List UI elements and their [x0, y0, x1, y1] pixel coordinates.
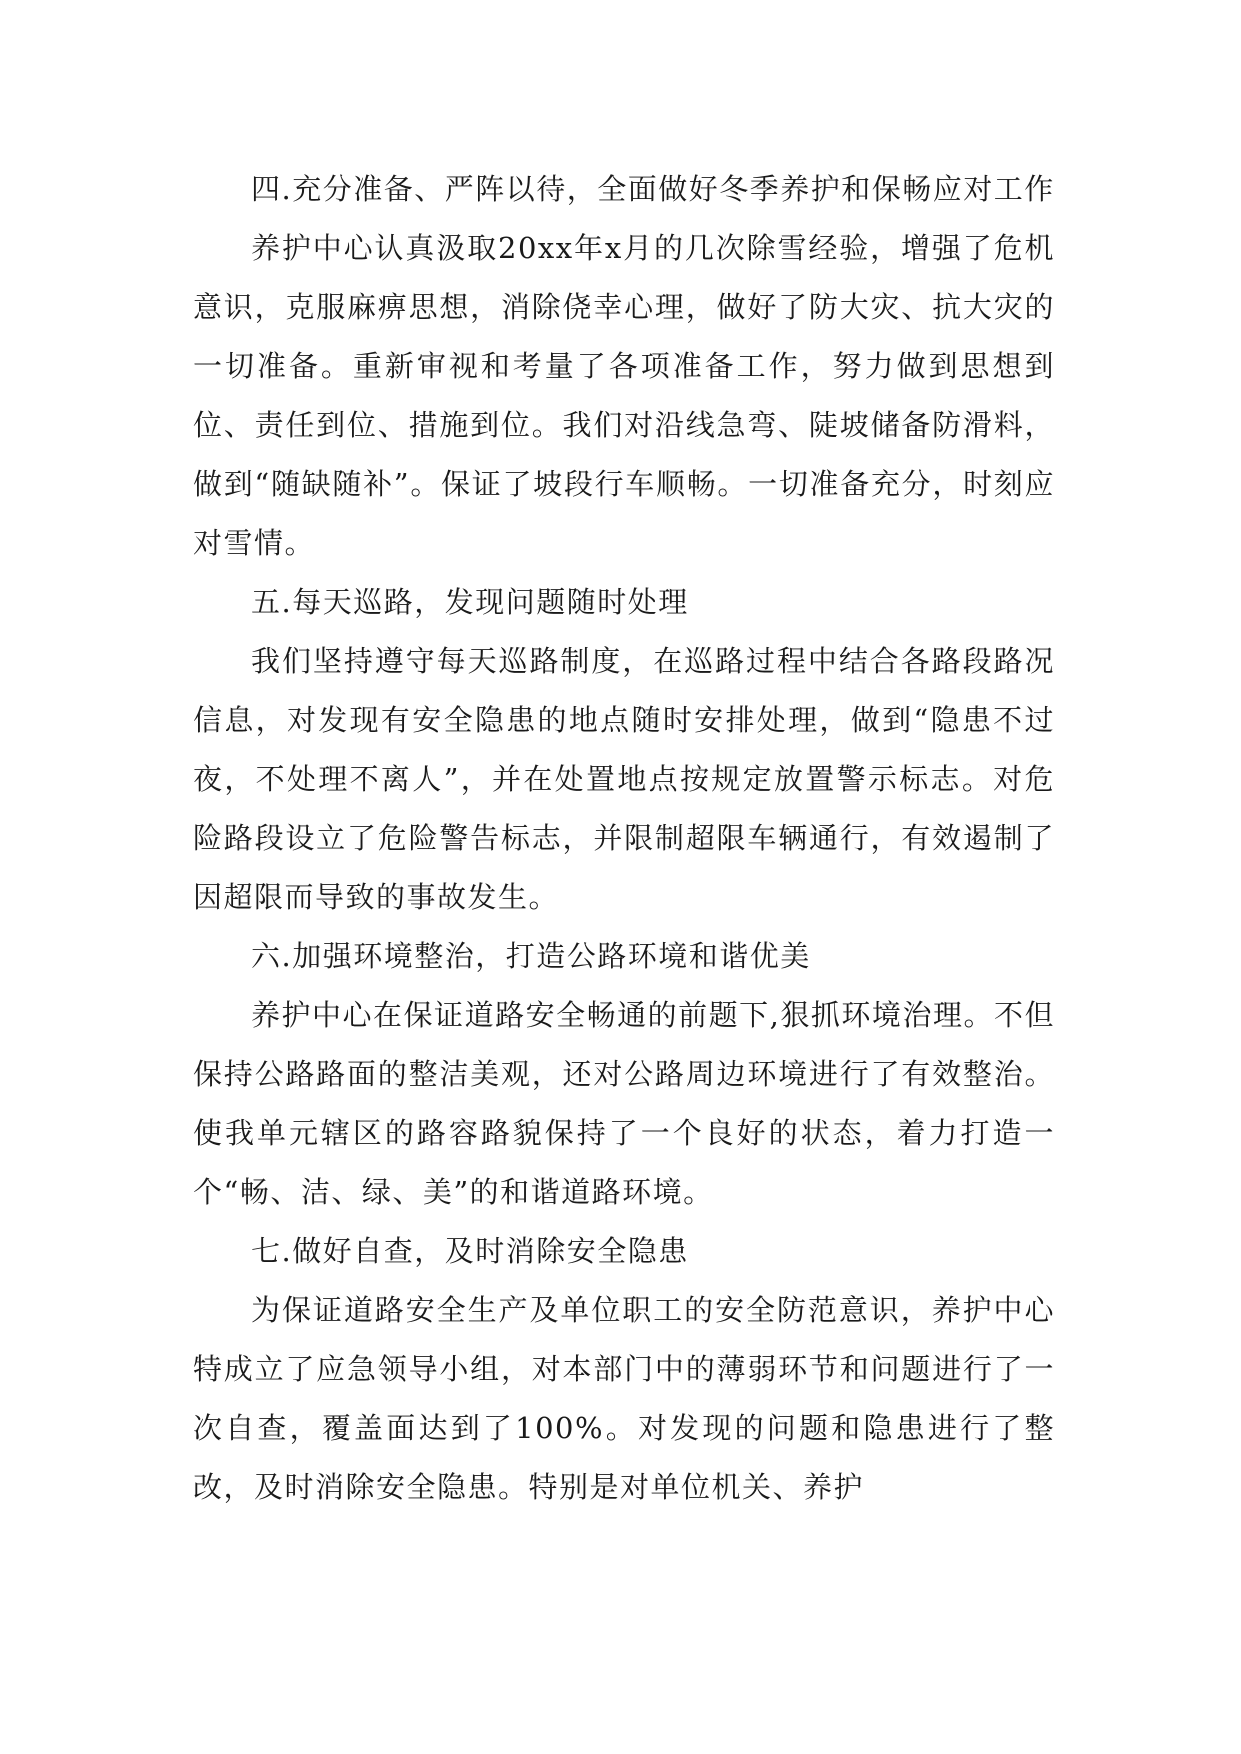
body-paragraph: 我们坚持遵守每天巡路制度，在巡路过程中结合各路段路况信息，对发现有安全隐患的地点随时安排处理，做到“隐患不过夜，不处理不离人”，并在处置地点按规定放置警示标志。对危险路段设立了危险警告标志，并限制超限车辆通行，有效遏制了因超限而导致的事故发生。 — [193, 644, 1055, 914]
section-heading-4: 四.充分准备、严阵以待，全面做好冬季养护和保畅应对工作 — [251, 172, 1055, 206]
section-heading-5: 五.每天巡路，发现问题随时处理 — [251, 585, 689, 619]
body-paragraph: 为保证道路安全生产及单位职工的安全防范意识，养护中心特成立了应急领导小组，对本部门中的薄弱环节和问题进行了一次自查，覆盖面达到了100%。对发现的问题和隐患进行了整改，及时消除安全隐患。特别是对单位机关、养护 — [193, 1293, 1055, 1504]
body-paragraph: 养护中心在保证道路安全畅通的前题下,狠抓环境治理。不但保持公路路面的整洁美观，还对公路周边环境进行了有效整治。使我单元辖区的路容路貌保持了一个良好的状态，着力打造一个“畅、洁、绿、美”的和谐道路环境。 — [193, 998, 1055, 1209]
body-paragraph: 养护中心认真汲取20xx年x月的几次除雪经验，增强了危机意识，克服麻痹思想，消除侥幸心理，做好了防大灾、抗大灾的一切准备。重新审视和考量了各项准备工作，努力做到思想到位、责任到位、措施到位。我们对沿线急弯、陡坡储备防滑料，做到“随缺随补”。保证了坡段行车顺畅。一切准备充分，时刻应对雪情。 — [193, 231, 1055, 560]
section-heading-7: 七.做好自查，及时消除安全隐患 — [251, 1234, 689, 1268]
section-heading-6: 六.加强环境整治，打造公路环境和谐优美 — [251, 939, 811, 973]
document-body — [193, 160, 1055, 1517]
